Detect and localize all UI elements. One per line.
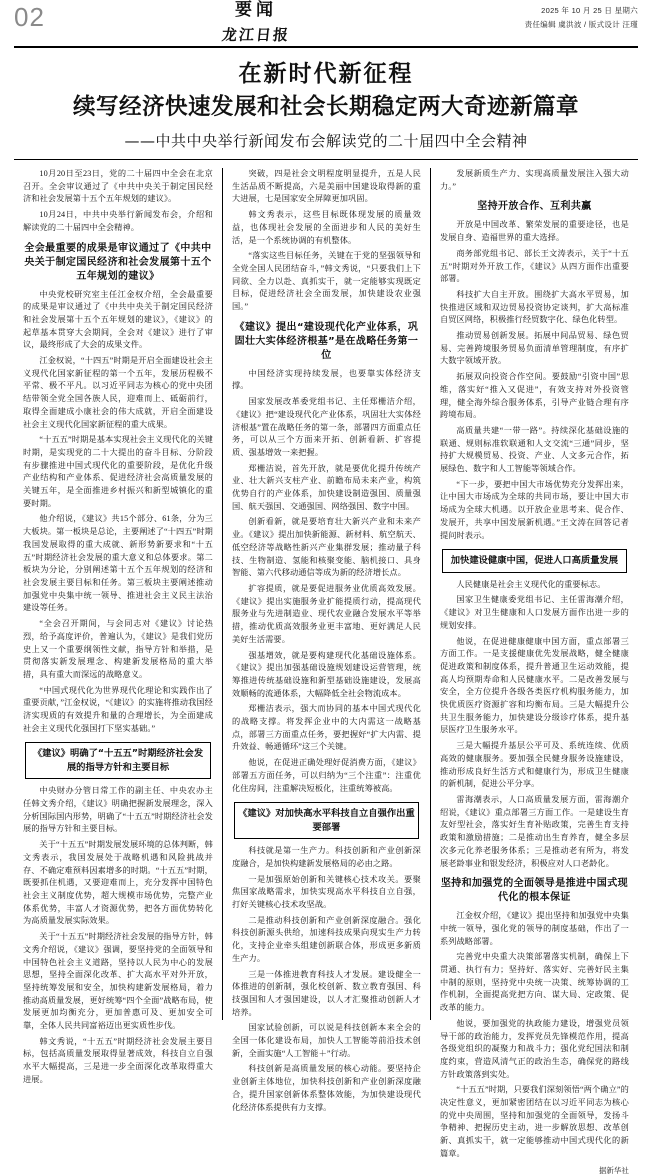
article-paragraph: 三是一体推进教育科技人才发展。建设健全一体推进的创新制，强化校创新、数立教育强国、科技强国和人才强国建设，以人才汇聚推动创新人才培养。 (231, 969, 421, 1017)
article-paragraph: 拓展双向投资合作空间。要鼓励“引资中国”思维，落实好“推入又促进”，有效支持对外投资管理，健全海外综合服务体系，引导产业链合理有序跨境布局。 (439, 372, 629, 420)
article-paragraph: 中央党校研究室主任江金权介绍，全会最重要的成果是审议通过了《中共中央关于制定国民经济和社会发展第十五个五年规划的建议》，《建议》的起草基本贯穿大会期间，全会对《建议》进行了审议，最终形成了大会的成果文件。 (23, 289, 213, 350)
article-paragraph: 强基增效，就是要构建现代化基础设施体系。《建议》提出加强基础设施规划建设运营管理，统筹推进传统基础设施和新型基础设施建设，发展高效顺畅的流通体系，大幅降低全社会物流成本。 (231, 650, 421, 698)
article-paragraph: 江金权说，“十四五”时期是开启全面建设社会主义现代化国家新征程的第一个五年，发展历程极不平常、极不平凡。以习近平同志为核心的党中央团结带领全党全国各族人民，迎难而上、砥砺前行，取得全面建成小康社会的伟大成就，开启全面建设社会主义现代化国家新征程的重大成果。 (23, 356, 213, 429)
article-paragraph: 国家发展改革委党组书记、主任郑栅洁介绍，《建议》把“建设现代化产业体系，巩固壮大实体经济根基”置在战略任务的第一条，部署四方面重点任务，可以从三个方面来开拓、创新看新、扩容提质、强基增效一来把握。 (231, 397, 421, 457)
byline: 据新华社 (598, 1165, 629, 1175)
article-paragraph: 郑栅洁表示，强大而协同的基本中国式现代化的战略支撑。将发挥企业中的大内需这一战略基点，部署三方面重点任务，要把握好“扩大内需、提升效益、畅通循环”这三个关键。 (231, 704, 421, 752)
article-paragraph: “落实这些目标任务，关键在于党的坚强领导和全党全国人民团结奋斗，”韩文秀说，“只要我们上下同欲、全力以赴、真抓实干，就一定能够实现既定目标，促进经济社会全面发展，加快建设农业强国。” (231, 251, 421, 312)
headline-line-1: 在新时代新征程 (238, 61, 414, 87)
article-paragraph: 他说，在促进健康健康中国方面，重点部署三方面工作。一是支援健康优先发展战略，健全健康促进政策和制度体系，提升普通卫生运动效能，提高人均预期寿命和人民健康水平。二是改善发展与安全，全方位提升各级各类医疗机构服务能力，加快优质医疗资源扩容和均衡布局。三是大幅提升公共卫生服务能力，加快建设分级诊疗体系，提升基层医疗卫生服务水平。 (439, 636, 629, 735)
article-paragraph: 突破，四是社会文明程度明显提升，五是人民生活品质不断提高，六是美丽中国建设取得新的重大进展，七是国家安全屏障更加巩固。 (231, 169, 421, 204)
boxed-subheading: 《建议》明确了“十五五”时期经济社会发展的指导方针和主要目标 (25, 742, 211, 779)
article-paragraph: “十五五”时期，只要我们深刻领悟“两个确立”的决定性意义，更加紧密团结在以习近平同志为核心的党中央周围，坚持和加强党的全面领导，发扬斗争精神、把握历史主动，进一步解放思想、改革创新、真抓实干，就一定能够推动中国式现代化的新篇章。 (439, 1085, 629, 1158)
page-number: 02 (14, 2, 45, 32)
headline-block (14, 48, 638, 160)
column-2 (222, 168, 430, 1112)
article-paragraph: 一是加强原始创新和关键核心技术攻关。要聚焦国家战略需求，加快实现高水平科技自立自强，打好关键核心技术攻坚战。 (231, 874, 421, 909)
article-paragraph: 10月20日至23日，党的二十届四中全会在北京召开。全会审议通过了《中共中央关于制定国民经济和社会发展第十五个五年规划的建议》。 (23, 169, 213, 204)
article-paragraph: 江金权介绍，《建议》提出坚持和加强党中央集中统一领导，强化党的领导的制度基础，作出了一系列战略部署。 (439, 911, 629, 946)
section-title: 要闻 (235, 0, 277, 20)
article-paragraph: 国家试验创新，可以说是科技创新本来全会的全国一体化建设布局，加快人工智能等前沿技术创新，全面实施“人工智能＋”行动。 (231, 1023, 421, 1058)
article-paragraph: “十五五”时期是基本实现社会主义现代化的关键时期，是实现党的二十大提出的奋斗目标、分阶段有步骤推进中国式现代化的重要阶段，是优化升级产业结构和产业体系、促进经济社会高质量发展的关键五年，是全面推进乡村振兴和新型城镇化的重要时期。 (23, 435, 213, 508)
section-subheading: 全会最重要的成果是审议通过了《中共中央关于制定国民经济和社会发展第十五个五年规划的建议》 (24, 242, 212, 282)
article-paragraph: 郑栅洁说，首先开放，就是要优化提升传统产业、壮大新兴支柱产业、前瞻布局未来产业，构筑优势自行的产业体系，加快建设制造强国、质量强国、航天强国、交通强国、网络强国、数字中国。 (231, 463, 421, 511)
masthead-center (84, 0, 428, 45)
article-paragraph: 10月24日，中共中央举行新闻发布会，介绍和解读党的二十届四中全会精神。 (23, 210, 213, 232)
paper-logo: 龙江日报 (220, 26, 291, 44)
article-paragraph: 中央财办分管日常工作的副主任、中央农办主任韩文秀介绍，《建议》明确把握新发展理念，深入分析国际国内形势，明确了“十五五”时期经济社会发展的指导方针和主要目标。 (23, 786, 213, 834)
article-paragraph: 三是大幅提升基层公平可及、系统连续、优质高效的健康服务。要加强全民健身服务设施建设，推动形成良好生活方式和健康行为，形成卫生健康的新机制，促进公平分享。 (439, 741, 629, 789)
column-3 (430, 168, 638, 1175)
article-paragraph: 二是推动科技创新和产业创新深度融合。强化科技创新源头供给，加速科技成果向现实生产力转化，支持企业牵头组建创新联合体，形成更多新质生产力。 (231, 915, 421, 963)
article-paragraph: 高质量共建“一带一路”。持续深化基础设施的联通、规则标准软联通和人文交流“三通”同步，坚持扩大规模贸易、投资、产业、人文多元合作，拓展绿色、数字和人工智能等领域合作。 (439, 425, 629, 474)
article-paragraph: 商务部党组书记、部长王文涛表示，关于“十五五”时期对外开放工作，《建议》从四方面作出重要部署。 (439, 248, 629, 284)
editor-credits: 责任编辑 虞洪波 / 版式设计 汪瑾 (524, 20, 638, 30)
article-paragraph: “下一步，要把中国大市场优势充分发挥出来，让中国大市场成为全球的共同市场，要让中国大市场成为全球大机遇。以开放企业思考来、促合作、发展开，共享中国发展新机遇。”王文涛在回答记者提问时表示。 (439, 479, 629, 540)
article-paragraph: 关于“十五五”时期经济社会发展的指导方针，韩文秀介绍说，《建议》强调，要坚持党的全面领导和中国特色社会主义道路，坚持以人民为中心的发展思想，坚持全面深化改革、扩大高水平对外开放，坚持统筹发展和安全，加快构建新发展格局，着力推动高质量发展，更好统筹“四个全面”战略布局，使发展更加均衡充分，更加普惠可及、更加安全可靠，全体人民共同富裕迈出更实质性步伐。 (23, 932, 213, 1031)
article-paragraph: 科技就是第一生产力。科技创新和产业创新深度融合，是加快构建新发展格局的必由之路。 (231, 846, 421, 868)
article-paragraph: 推动贸易创新发展。拓展中间品贸易、绿色贸易、完善跨境服务贸易负面清单管理制度，有序扩大数字领域开放。 (439, 331, 629, 366)
article-paragraph: 科技创新是高质量发展的核心动能。要坚持企业创新主体地位，加快科技创新和产业创新深度融合，提升国家创新体系整体效能，为加快建设现代化经济体系提供有力支撑。 (231, 1064, 421, 1112)
article-paragraph: 扩容提质，就是要促进服务业优质高效发展。《建议》提出实施服务业扩能提质行动，提高现代服务业与先进制造业、现代农业融合发展水平等举措，推动优质高效服务业更丰富地、更好满足人民美好生活需要。 (231, 583, 421, 644)
section-subheading: 坚持开放合作、互利共赢 (477, 201, 592, 213)
article-paragraph: 雷海潮表示，人口高质量发展方面，雷海潮介绍说，《建议》重点部署三方面工作。一是建设生育友好型社会，落实好生育补贴政策，完善生育支持政策和激励措施；二是推动出生育养育，健全多层次多元化养老服务体系；三是推动老有所为，将发展老龄事业和银发经济，积极应对人口老龄化。 (439, 795, 629, 868)
article-paragraph: 他说，在促进正确处理好促消费方面，《建议》部署五方面任务，可以归纳为“三个注重”：注重优化住房间，注重解决短板化，注重统筹被高。 (231, 758, 421, 793)
article-paragraph: 科技扩大自主开放。围绕扩大高水平贸易，加快推进区域和双边贸易投资协定谈判，扩大高标准自贸区网络，积极推行经贸数字化、绿色化转型。 (439, 289, 629, 325)
article-paragraph: 完善党中央重大决策部署落实机制，确保上下贯通、执行有力；坚持好、落实好、完善好民主集中制的原则，坚持党中央统一决策、统筹协调的工作机制，全面提高党把方向、谋大局、定政策、促改革的能力。 (439, 952, 629, 1013)
section-subheading: 《建议》提出“建设现代化产业体系，巩固壮大实体经济根基”是在战略任务第一位 (234, 321, 419, 361)
article-paragraph: 中国经济实现持续发展，也要靠实体经济支撑。 (231, 368, 421, 391)
article-paragraph: 人民健康是社会主义现代化的重要标志。 (456, 579, 606, 589)
article-paragraph: 他介绍说，《建议》共15个部分、61条，分为三大板块。第一板块是总论，主要阐述了“十四五”时期我国发展取得的重大成就、新形势新要求和“十五五”时期经济社会发展的重大意义和总体要求。第二板块为分论，分别阐述第十五个五年规划的经济和社会发展主要目标和任务。第三板块主要阐述推动加强党中央集中统一领导、推进社会主义民主法治建设等任务。 (23, 514, 213, 613)
article-paragraph: 国家卫生健康委党组书记、主任雷海潮介绍，《建议》对卫生健康和人口发展方面作出进一步的规划安排。 (439, 595, 629, 630)
column-1 (14, 168, 222, 1084)
section-subheading: 坚持和加强党的全面领导是推进中国式现代化的根本保证 (440, 878, 629, 904)
article-columns (14, 168, 638, 1175)
headline-subtitle: ——中共中央举行新闻发布会解读党的二十届四中全会精神 (124, 132, 528, 150)
article-paragraph: 开放是中国改革、繁荣发展的重要途径，也是发展自身、造福世界的重大选择。 (439, 220, 629, 243)
publication-date: 2025 年 10 月 25 日 星期六 (541, 6, 638, 15)
masthead (14, 0, 638, 48)
article-paragraph: 他说，要加强党的执政能力建设，增强党员领导干部的政治能力，发挥党员先锋模范作用，提高各级党组织的凝聚力和战斗力；强化党纪国法和制度约束，营造风清气正的政治生态，确保党的路线方针政策落到实处。 (439, 1018, 629, 1079)
article-paragraph: “全会召开期间，与会同志对《建议》讨论热烈，给予高度评价，普遍认为，《建议》是我们党历史上又一个重要纲领性文献，指导方针和举措，是贯彻落实新发展理念、构建新发展格局的重大举措，具有重大而深远的战略意义。 (23, 619, 213, 679)
article-paragraph: 关于“十五五”时期发展发展环境的总体判断，韩文秀表示，我国发展处于战略机遇和风险挑战并存、不确定难预料因素增多的时期。“十五五”时期，既要抓住机遇，又要迎难而上，充分发挥中国特色社会主义制度优势，超大规模市场优势，完整产业体系优势，丰富人才资源优势，把各方面优势转化为高质量发展实际效果。 (23, 840, 213, 926)
article-paragraph: 韩文秀表示，这些目标既体现发展的质量效益，也体现社会发展的全面进步和人民的美好生活，是一个系统协调的有机整体。 (231, 210, 421, 245)
boxed-subheading: 《建议》对加快高水平科技自立自强作出重要部署 (234, 802, 419, 839)
article-paragraph: 创新看新，就是要培育壮大新兴产业和未来产业。《建议》提出加快新能源、新材料、航空航天、低空经济等战略性新兴产业集群发展；推动量子科技、生物制造、氢能和核聚变能、脑机接口、具身智能、第六代移动通信等成为新的经济增长点。 (231, 517, 421, 578)
article-paragraph: 韩文秀说，“十五五”时期经济社会发展主要目标，包括高质量发展取得显著成效，科技自立自强水平大幅提高，三是进一步全面深化改革取得重大进展。 (23, 1036, 213, 1084)
masthead-meta (428, 0, 638, 33)
headline-line-2: 续写经济快速发展和社会长期稳定两大奇迹新篇章 (72, 93, 579, 120)
boxed-subheading: 加快建设健康中国，促进人口高质量发展 (442, 549, 627, 572)
article-paragraph: 发展新质生产力、实现高质量发展注入强大动力。” (439, 169, 629, 191)
article-paragraph: “中国式现代化为世界现代化理论和实践作出了重要贡献，”江金权说，“《建议》的实施将推动我国经济实现质的有效提升和量的合理增长，为全面建成社会主义现代化强国打下坚实基础。” (23, 685, 213, 733)
